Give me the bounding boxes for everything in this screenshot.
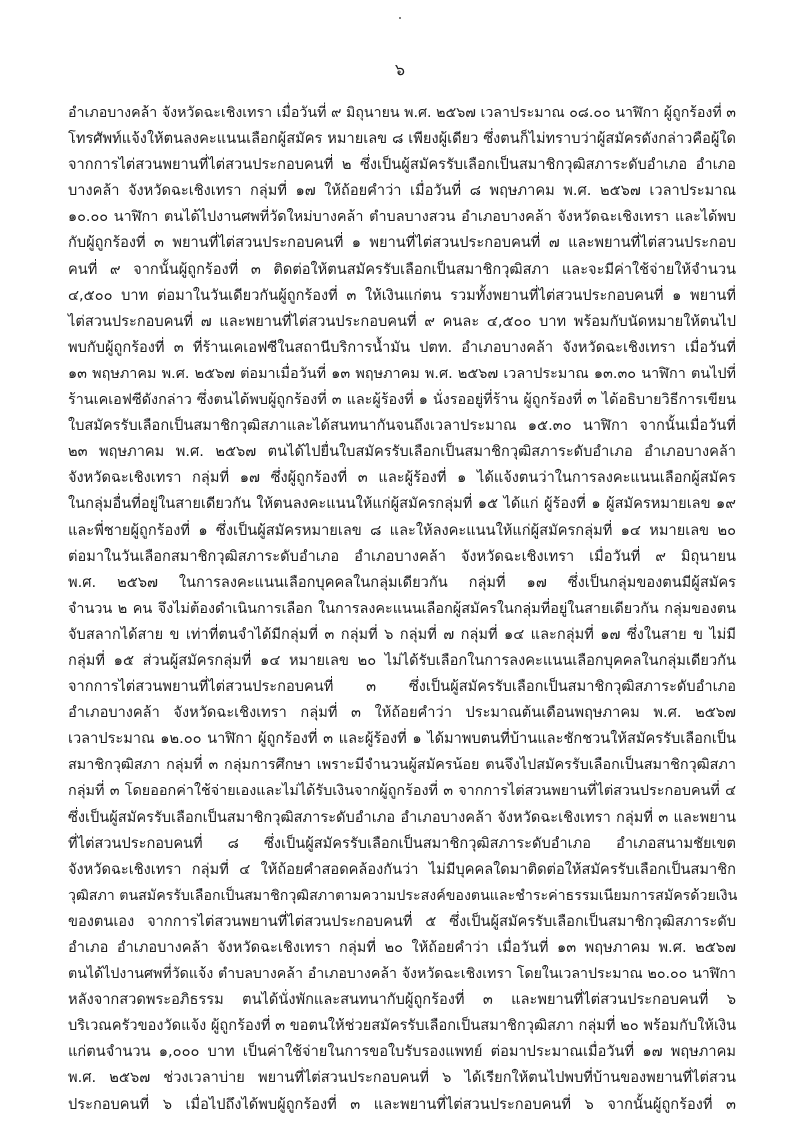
scan-dot xyxy=(399,17,401,19)
text-line: พบกับผู้ถูกร้องที่ ๓ ที่ร้านเคเอฟซีในสถานีบริการน้ำมัน ปตท. อำเภอบางคล้า จังหวัดฉะเชิงเทรา เมื่อวันที่ xyxy=(68,338,736,356)
text-line: ร้านเคเอฟซีดังกล่าว ซึ่งตนได้พบผู้ถูกร้องที่ ๓ และผู้ร้องที่ ๑ นั่งรออยู่ที่ร้าน ผู้ถูกร้องที่ ๓ ได้อธิบายวิธีการเขียน xyxy=(68,392,736,409)
text-line: ใบสมัครรับเลือกเป็นสมาชิกวุฒิสภาและได้สนทนากันจนถึงเวลาประมาณ ๑๕.๓๐ นาฬิกา จากนั้นเมื่อวันที่ xyxy=(68,417,736,435)
text-line: หลังจากสวดพระอภิธรรม ตนได้นั่งพักและสนทนากับผู้ถูกร้องที่ ๓ และพยานที่ไต่สวนประกอบคนที่ ๖ xyxy=(68,991,736,1009)
text-line: กลุ่มที่ ๓ โดยออกค่าใช้จ่ายเองและไม่ได้รับเงินจากผู้ถูกร้องที่ ๓ จากการไต่สวนพยานที่ไต่สวนประกอบคนที่ ๔ xyxy=(68,783,736,800)
text-line: และพี่ชายผู้ถูกร้องที่ ๑ ซึ่งเป็นผู้สมัครหมายเลข ๘ และให้ลงคะแนนให้แก่ผู้สมัครกลุ่มที่ ๑๔ หมายเลข ๒๐ xyxy=(68,521,736,539)
text-line: อำเภอบางคล้า จังหวัดฉะเชิงเทรา เมื่อวันที่ ๙ มิถุนายน พ.ศ. ๒๕๖๗ เวลาประมาณ ๐๘.๐๐ นาฬิกา ผู้ถูกร้องที่ ๓ xyxy=(68,105,736,121)
text-line: อำเภอ อำเภอบางคล้า จังหวัดฉะเชิงเทรา กลุ่มที่ ๒๐ ให้ถ้อยคำว่า เมื่อวันที่ ๑๓ พฤษภาคม พ.ศ. ๒๕๖๗ xyxy=(68,939,736,956)
text-line: ๔,๕๐๐ บาท ต่อมาในวันเดียวกันผู้ถูกร้องที่ ๓ ให้เงินแก่ตน รวมทั้งพยานที่ไต่สวนประกอบคนที่ ๑ พยานที่ xyxy=(68,286,736,304)
text-line: จำนวน ๒ คน จึงไม่ต้องดำเนินการเลือก ในการลงคะแนนเลือกผู้สมัครในกลุ่มที่อยู่ในสายเดียวกัน กลุ่มของตน xyxy=(68,600,736,617)
text-line: ๑๓ พฤษภาคม พ.ศ. ๒๕๖๗ ต่อมาเมื่อวันที่ ๑๓ พฤษภาคม พ.ศ. ๒๕๖๗ เวลาประมาณ ๑๓.๓๐ นาฬิกา ตนไปที่ xyxy=(68,365,736,382)
text-line: ที่ไต่สวนประกอบคนที่ ๘ ซึ่งเป็นผู้สมัครรับเลือกเป็นสมาชิกวุฒิสภาระดับอำเภอ อำเภอสนามชัยเขต xyxy=(68,834,736,852)
text-line: บางคล้า จังหวัดฉะเชิงเทรา กลุ่มที่ ๑๗ ให้ถ้อยคำว่า เมื่อวันที่ ๘ พฤษภาคม พ.ศ. ๒๕๖๗ เวลาประมาณ xyxy=(68,182,736,200)
text-line: กับผู้ถูกร้องที่ ๓ พยานที่ไต่สวนประกอบคนที่ ๑ พยานที่ไต่สวนประกอบคนที่ ๗ และพยานที่ไต่สวนประกอบ xyxy=(68,234,736,252)
text-line: พ.ศ. ๒๕๖๗ ช่วงเวลาบ่าย พยานที่ไต่สวนประกอบคนที่ ๖ ได้เรียกให้ตนไปพบที่บ้านของพยานที่ไต่สวน xyxy=(68,1069,736,1087)
text-line: อำเภอบางคล้า จังหวัดฉะเชิงเทรา กลุ่มที่ ๓ ให้ถ้อยคำว่า ประมาณต้นเดือนพฤษภาคม พ.ศ. ๒๕๖๗ xyxy=(68,704,736,722)
text-line: พ.ศ. ๒๕๖๗ ในการลงคะแนนเลือกบุคคลในกลุ่มเดียวกัน กลุ่มที่ ๑๗ ซึ่งเป็นกลุ่มของตนมีผู้สมัคร xyxy=(68,573,736,591)
text-line: จากการไต่สวนพยานที่ไต่สวนประกอบคนที่ ๒ ซึ่งเป็นผู้สมัครรับเลือกเป็นสมาชิกวุฒิสภาระดับอำเภอ อำเภอ xyxy=(68,156,736,174)
text-line: ของตนเอง จากการไต่สวนพยานที่ไต่สวนประกอบคนที่ ๕ ซึ่งเป็นผู้สมัครรับเลือกเป็นสมาชิกวุฒิสภาระดับ xyxy=(68,912,736,930)
text-line: แก่ตนจำนวน ๑,๐๐๐ บาท เป็นค่าใช้จ่ายในการขอใบรับรองแพทย์ ต่อมาประมาณเมื่อวันที่ ๑๗ พฤษภาคม xyxy=(68,1043,736,1061)
text-line: โทรศัพท์แจ้งให้ตนลงคะแนนเลือกผู้สมัคร หมายเลข ๘ เพียงผู้เดียว ซึ่งตนก็ไม่ทราบว่าผู้สมัครดังกล่าวคือผู้ใด xyxy=(68,130,736,148)
page-number: ๖ xyxy=(394,60,406,79)
text-line: กลุ่มที่ ๑๕ ส่วนผู้สมัครกลุ่มที่ ๑๔ หมายเลข ๒๐ ไม่ได้รับเลือกในการลงคะแนนเลือกบุคคลในกลุ่มเดียวกัน xyxy=(68,651,736,669)
text-line: จากการไต่สวนพยานที่ไต่สวนประกอบคนที่ ๓ ซึ่งเป็นผู้สมัครรับเลือกเป็นสมาชิกวุฒิสภาระดับอำเภอ xyxy=(68,678,736,696)
text-line: ประกอบคนที่ ๖ เมื่อไปถึงได้พบผู้ถูกร้องที่ ๓ และพยานที่ไต่สวนประกอบคนที่ ๖ จากนั้นผู้ถูกร้องที่ ๓ xyxy=(68,1095,737,1113)
text-line: จังหวัดฉะเชิงเทรา กลุ่มที่ ๑๗ ซึ่งผู้ถูกร้องที่ ๓ และผู้ร้องที่ ๑ ได้แจ้งตนว่าในการลงคะแนนเลือกผู้สมัคร xyxy=(68,469,736,487)
text-line: ๑๐.๐๐ นาฬิกา ตนได้ไปงานศพที่วัดใหม่บางคล้า ตำบลบางสวน อำเภอบางคล้า จังหวัดฉะเชิงเทรา และได้พบ xyxy=(68,209,736,226)
text-line: วุฒิสภา ตนสมัครรับเลือกเป็นสมาชิกวุฒิสภาตามความประสงค์ของตนและชำระค่าธรรมเนียมการสมัครด้วยเงิน xyxy=(68,887,738,904)
text-line: ในกลุ่มอื่นที่อยู่ในสายเดียวกัน ให้ตนลงคะแนนให้แก่ผู้สมัครกลุ่มที่ ๑๕ ได้แก่ ผู้ร้องที่ ๑ ผู้สมัครหมายเลข ๑๙ xyxy=(68,495,736,513)
text-line: ตนได้ไปงานศพที่วัดแจ้ง ตำบลบางคล้า อำเภอบางคล้า จังหวัดฉะเชิงเทรา โดยในเวลาประมาณ ๒๐.๐๐ นาฬิกา xyxy=(68,966,736,983)
text-line: ซึ่งเป็นผู้สมัครรับเลือกเป็นสมาชิกวุฒิสภาระดับอำเภอ อำเภอบางคล้า จังหวัดฉะเชิงเทรา กลุ่มที่ ๓ และพยาน xyxy=(68,808,736,826)
text-line: คนที่ ๙ จากนั้นผู้ถูกร้องที่ ๓ ติดต่อให้ตนสมัครรับเลือกเป็นสมาชิกวุฒิสภา และจะมีค่าใช้จ่ายให้จำนวน xyxy=(68,260,736,278)
text-line: ต่อมาในวันเลือกสมาชิกวุฒิสภาระดับอำเภอ อำเภอบางคล้า จังหวัดฉะเชิงเทรา เมื่อวันที่ ๙ มิถุนายน xyxy=(68,547,736,565)
document-body xyxy=(68,100,736,1118)
text-line: เวลาประมาณ ๑๒.๐๐ นาฬิกา ผู้ถูกร้องที่ ๓ และผู้ร้องที่ ๑ ได้มาพบตนที่บ้านและชักชวนให้สมัครรับเลือกเป็น xyxy=(68,730,736,748)
text-line: บริเวณครัวของวัดแจ้ง ผู้ถูกร้องที่ ๓ ขอตนให้ช่วยสมัครรับเลือกเป็นสมาชิกวุฒิสภา กลุ่มที่ ๒๐ พร้อมกับให้เงิน xyxy=(68,1017,737,1035)
text-line: จังหวัดฉะเชิงเทรา กลุ่มที่ ๔ ให้ถ้อยคำสอดคล้องกันว่า ไม่มีบุคคลใดมาติดต่อให้สมัครรับเลือกเป็นสมาชิก xyxy=(68,860,736,878)
text-line: ไต่สวนประกอบคนที่ ๗ และพยานที่ไต่สวนประกอบคนที่ ๙ คนละ ๔,๕๐๐ บาท พร้อมกับนัดหมายให้ตนไป xyxy=(68,312,736,330)
text-line: จับสลากได้สาย ข เท่าที่ตนจำได้มีกลุ่มที่ ๓ กลุ่มที่ ๖ กลุ่มที่ ๗ กลุ่มที่ ๑๔ และกลุ่มที่ ๑๗ ซึ่งในสาย ข ไม่มี xyxy=(68,625,736,643)
text-line: ๒๓ พฤษภาคม พ.ศ. ๒๕๖๗ ตนได้ไปยื่นใบสมัครรับเลือกเป็นสมาชิกวุฒิสภาระดับอำเภอ อำเภอบางคล้า xyxy=(68,443,736,461)
text-line: สมาชิกวุฒิสภา กลุ่มที่ ๓ กลุ่มการศึกษา เพราะมีจำนวนผู้สมัครน้อย ตนจึงไปสมัครรับเลือกเป็นสมาชิกวุฒิสภา xyxy=(68,757,736,774)
